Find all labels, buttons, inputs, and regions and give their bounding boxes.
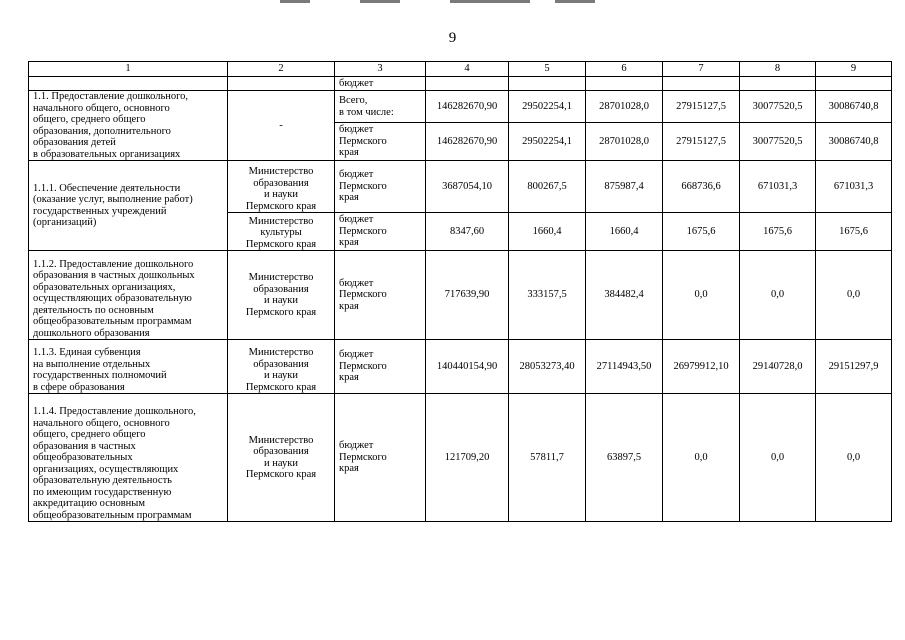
value-cell: 29502254,1: [509, 123, 586, 161]
value-cell: 800267,5: [509, 161, 586, 213]
value-cell: 668736,6: [663, 161, 740, 213]
value-cell: 27915127,5: [663, 91, 740, 123]
value-cell: 671031,3: [816, 161, 892, 213]
value-cell: 1660,4: [509, 213, 586, 251]
value-cell: 0,0: [816, 251, 892, 340]
budget-table: [28, 61, 892, 522]
source-cell: бюджет Пермского края: [335, 213, 426, 251]
table-row: [29, 340, 892, 394]
value-cell: 30077520,5: [740, 123, 816, 161]
value-cell: 8347,60: [426, 213, 509, 251]
table-row: [29, 394, 892, 522]
value-cell: 121709,20: [426, 394, 509, 522]
source-cell: бюджет Пермского края: [335, 123, 426, 161]
source-cell: Всего, в том числе:: [335, 91, 426, 123]
header-col-6: 6: [586, 62, 663, 77]
value-cell: 0,0: [663, 394, 740, 522]
header-col-9: 9: [816, 62, 892, 77]
value-cell: 146282670,90: [426, 91, 509, 123]
item-name-cell: 1.1.4. Предоставление дошкольного, начального общего, основного общего, среднего общего образования в частных общеобразовательных организациях, осуществляющих образовательную деятельность по имеющим государственную аккредитацию основным общеобразовательным программам: [29, 394, 228, 522]
value-cell: 140440154,90: [426, 340, 509, 394]
executor-cell: -: [228, 91, 335, 161]
value-cell: 27114943,50: [586, 340, 663, 394]
item-name-cell: 1.1. Предоставление дошкольного, начального общего, основного общего, среднего общего образования, дополнительного образования детей в образовательных организациях: [29, 91, 228, 161]
executor-cell: Министерство образования и науки Пермского края: [228, 251, 335, 340]
table-row: [29, 251, 892, 340]
header-col-7: 7: [663, 62, 740, 77]
value-cell: 30077520,5: [740, 91, 816, 123]
executor-cell: Министерство образования и науки Пермского края: [228, 394, 335, 522]
table-row: [29, 77, 892, 91]
value-cell: 28701028,0: [586, 123, 663, 161]
source-cell: бюджет: [335, 77, 426, 91]
value-cell: 0,0: [663, 251, 740, 340]
value-cell: 0,0: [740, 394, 816, 522]
table-row: [29, 161, 892, 213]
executor-cell: Министерство культуры Пермского края: [228, 213, 335, 251]
header-col-2: 2: [228, 62, 335, 77]
value-cell: 63897,5: [586, 394, 663, 522]
source-cell: бюджет Пермского края: [335, 394, 426, 522]
table-row: [29, 91, 892, 123]
value-cell: 30086740,8: [816, 91, 892, 123]
executor-cell: Министерство образования и науки Пермского края: [228, 161, 335, 213]
value-cell: 1660,4: [586, 213, 663, 251]
header-col-5: 5: [509, 62, 586, 77]
header-col-1: 1: [29, 62, 228, 77]
value-cell: 57811,7: [509, 394, 586, 522]
header-col-4: 4: [426, 62, 509, 77]
value-cell: 1675,6: [816, 213, 892, 251]
value-cell: 29151297,9: [816, 340, 892, 394]
header-row: [29, 62, 892, 77]
value-cell: 875987,4: [586, 161, 663, 213]
value-cell: 3687054,10: [426, 161, 509, 213]
value-cell: 26979912,10: [663, 340, 740, 394]
value-cell: 29502254,1: [509, 91, 586, 123]
page-number: 9: [448, 30, 457, 46]
item-name-cell: 1.1.2. Предоставление дошкольного образования в частных дошкольных образовательных организациях, осуществляющих образовательную деятельность по основным общеобразовательным программам дошкольного образования: [29, 251, 228, 340]
source-cell: бюджет Пермского края: [335, 161, 426, 213]
scan-artifact-marks: [280, 0, 620, 6]
source-cell: бюджет Пермского края: [335, 340, 426, 394]
value-cell: 0,0: [740, 251, 816, 340]
value-cell: 146282670,90: [426, 123, 509, 161]
executor-cell: Министерство образования и науки Пермского края: [228, 340, 335, 394]
value-cell: 27915127,5: [663, 123, 740, 161]
value-cell: 717639,90: [426, 251, 509, 340]
value-cell: 0,0: [816, 394, 892, 522]
source-cell: бюджет Пермского края: [335, 251, 426, 340]
header-col-8: 8: [740, 62, 816, 77]
value-cell: 29140728,0: [740, 340, 816, 394]
value-cell: 28053273,40: [509, 340, 586, 394]
value-cell: 30086740,8: [816, 123, 892, 161]
header-col-3: 3: [335, 62, 426, 77]
item-name-cell: 1.1.3. Единая субвенция на выполнение отдельных государственных полномочий в сфере образования: [29, 340, 228, 394]
value-cell: 333157,5: [509, 251, 586, 340]
value-cell: 384482,4: [586, 251, 663, 340]
item-name-cell: 1.1.1. Обеспечение деятельности (оказание услуг, выполнение работ) государственных учреждений (организаций): [29, 161, 228, 251]
value-cell: 28701028,0: [586, 91, 663, 123]
value-cell: 1675,6: [663, 213, 740, 251]
value-cell: 1675,6: [740, 213, 816, 251]
value-cell: 671031,3: [740, 161, 816, 213]
